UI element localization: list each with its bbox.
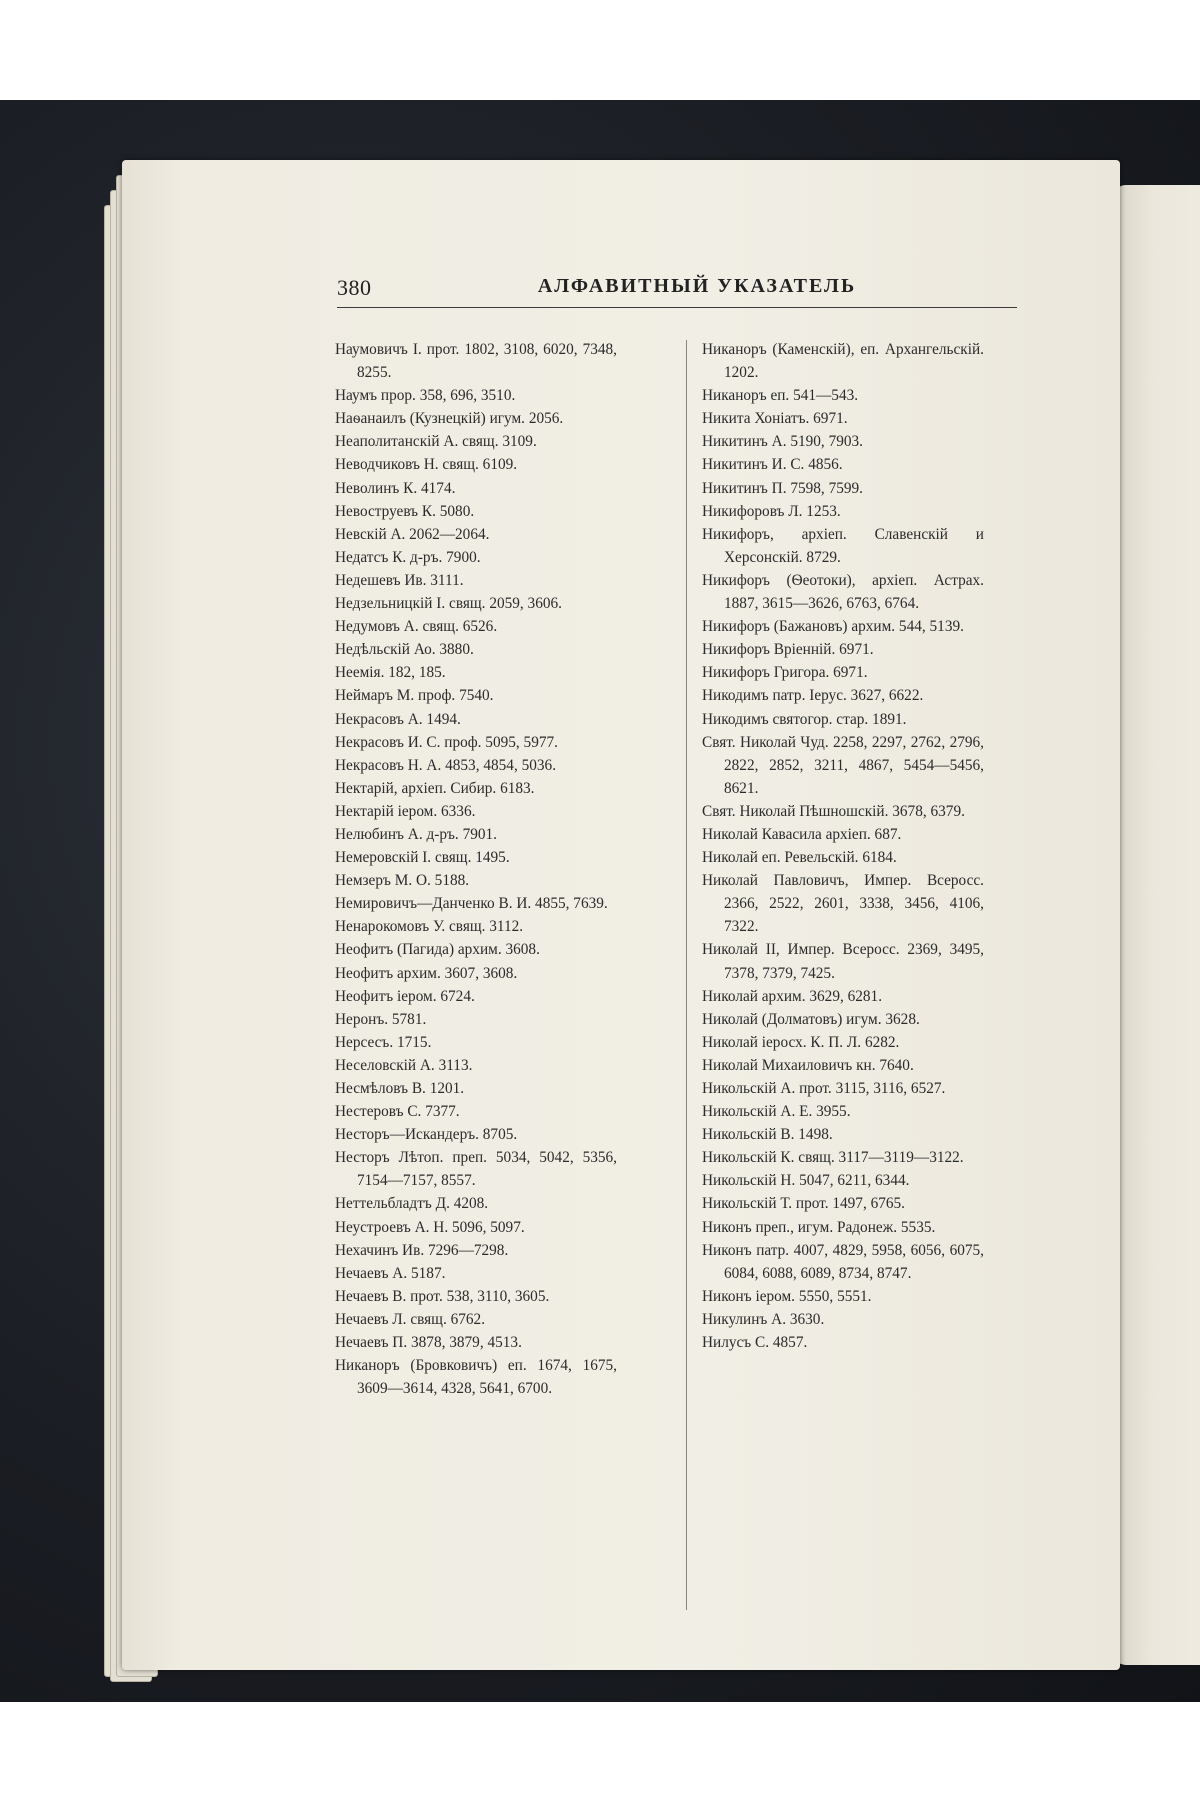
index-entry: Невскій А. 2062—2064. — [335, 525, 490, 543]
running-title: АЛФАВИТНЫЙ УКАЗАТЕЛЬ — [537, 275, 857, 297]
index-column-left — [335, 338, 617, 1400]
index-entry: Никитинъ П. 7598, 7599. — [702, 479, 863, 497]
index-entry: Неттельбладтъ Д. 4208. — [335, 1195, 489, 1213]
index-entry: Никаноръ (Каменскій), еп. Архангельскій. 1202. — [702, 341, 984, 382]
index-entry: Николай II, Импер. Всеросс. 2369, 3495, 7378, 7379, 7425. — [702, 941, 984, 982]
index-entry: Николай еп. Ревельскій. 6184. — [702, 849, 897, 867]
index-entry: Николай Павловичъ, Импер. Всеросс. 2366, 2522, 2601, 3338, 3456, 4106, 7322. — [702, 872, 984, 936]
index-entry: Несмѣловъ В. 1201. — [335, 1080, 465, 1097]
index-entry: Никонъ патр. 4007, 4829, 5958, 6056, 6075, 6084, 6088, 6089, 8734, 8747. — [702, 1241, 984, 1282]
index-column-right — [702, 338, 984, 1354]
index-entry: Неволинъ К. 4174. — [335, 479, 456, 497]
index-entry: Никифоръ (Ѳеотоки), архіеп. Астрах. 1887, 3615—3626, 6763, 6764. — [702, 571, 984, 613]
index-entry: Никольскій Т. прот. 1497, 6765. — [702, 1195, 906, 1213]
index-entry: Никитинъ И. С. 4856. — [702, 456, 843, 474]
index-entry: Нехачинъ Ив. 7296—7298. — [335, 1241, 509, 1259]
index-entry: Никольскій К. свящ. 3117—3119—3122. — [702, 1149, 964, 1167]
index-entry: Никифоръ Вріенній. 6971. — [702, 641, 874, 659]
page-header — [337, 275, 1017, 308]
facing-page-edge — [1112, 185, 1200, 1665]
index-entry: Наѳанаилъ (Кузнецкій) игум. 2056. — [335, 410, 564, 428]
index-entry: Нектарій, архіеп. Сибир. 6183. — [335, 779, 535, 797]
index-entry: Николай іеросх. К. П. Л. 6282. — [702, 1033, 900, 1051]
index-entry: Неаполитанскій А. свящ. 3109. — [335, 433, 537, 451]
index-entry: Недумовъ А. свящ. 6526. — [335, 618, 498, 636]
index-entry: Никольскій А. Е. 3955. — [702, 1103, 851, 1121]
index-entry: Ненарокомовъ У. свящ. 3112. — [335, 918, 524, 936]
bottom-margin — [0, 1702, 1200, 1800]
index-entry: Николай (Долматовъ) игум. 3628. — [702, 1010, 920, 1028]
index-entry: Нестеровъ С. 7377. — [335, 1103, 460, 1121]
index-entry: Никольскій В. 1498. — [702, 1126, 833, 1144]
index-entry: Недешевъ Ив. 3111. — [335, 571, 464, 589]
index-entry: Никифоръ Григора. 6971. — [702, 664, 868, 682]
index-entry: Никаноръ еп. 541—543. — [702, 387, 859, 405]
index-entry: Наумъ прор. 358, 696, 3510. — [335, 387, 516, 405]
index-entry: Некрасовъ Н. А. 4853, 4854, 5036. — [335, 756, 557, 774]
index-entry: Никонъ іером. 5550, 5551. — [702, 1287, 872, 1305]
index-entry: Неофитъ (Пагида) архим. 3608. — [335, 941, 540, 959]
index-entry: Свят. Николай Чуд. 2258, 2297, 2762, 2796, 2822, 2852, 3211, 4867, 5454—5456, 8621. — [702, 733, 984, 797]
index-entry: Никодимъ святогор. стар. 1891. — [702, 710, 907, 728]
index-entry: Николай Кавасила архіеп. 687. — [702, 825, 902, 843]
index-entry: Никита Хоніатъ. 6971. — [702, 410, 848, 428]
index-entry: Никольскій Н. 5047, 6211, 6344. — [702, 1172, 910, 1190]
index-entry: Никулинъ А. 3630. — [702, 1310, 825, 1328]
index-entry: Нерсесъ. 1715. — [335, 1033, 432, 1051]
index-entry: Никаноръ (Бровковичъ) еп. 1674, 1675, 3609—3614, 4328, 5641, 6700. — [335, 1357, 617, 1398]
index-entry: Несторъ—Искандеръ. 8705. — [335, 1126, 518, 1144]
index-entry: Некрасовъ И. С. проф. 5095, 5977. — [335, 733, 558, 751]
index-entry: Недѣльскій Ао. 3880. — [335, 641, 474, 659]
index-entry: Наумовичъ І. прот. 1802, 3108, 6020, 7348, 8255. — [335, 341, 617, 382]
index-entry: Неофитъ іером. 6724. — [335, 987, 475, 1005]
index-entry: Нилусъ С. 4857. — [702, 1334, 808, 1352]
index-entry: Никифоръ, архіеп. Славенскій и Херсонскій. 8729. — [702, 525, 984, 566]
index-entry: Неймаръ М. проф. 7540. — [335, 687, 494, 705]
index-entry: Неустроевъ А. Н. 5096, 5097. — [335, 1218, 525, 1236]
index-entry: Неофитъ архим. 3607, 3608. — [335, 964, 518, 982]
index-entry: Николай Михаиловичъ кн. 7640. — [702, 1056, 914, 1074]
index-entry: Нектарій іером. 6336. — [335, 802, 476, 820]
index-entry: Николай архим. 3629, 6281. — [702, 987, 883, 1005]
index-entry: Никодимъ патр. Іерус. 3627, 6622. — [702, 687, 924, 705]
index-entry: Свят. Николай Пѣшношскій. 3678, 6379. — [702, 802, 965, 820]
top-margin — [0, 0, 1200, 100]
index-entry: Нечаевъ П. 3878, 3879, 4513. — [335, 1334, 522, 1352]
page-number: 380 — [337, 275, 372, 300]
index-entry: Никитинъ А. 5190, 7903. — [702, 433, 863, 451]
index-entry: Никонъ преп., игум. Радонеж. 5535. — [702, 1218, 936, 1236]
index-entry: Нечаевъ А. 5187. — [335, 1264, 446, 1282]
index-entry: Нечаевъ В. прот. 538, 3110, 3605. — [335, 1287, 550, 1305]
index-entry: Неселовскій А. 3113. — [335, 1056, 473, 1074]
index-entry: Некрасовъ А. 1494. — [335, 710, 461, 728]
index-entry: Несторъ Лѣтоп. преп. 5034, 5042, 5356, 7154—7157, 8557. — [335, 1149, 617, 1190]
index-entry: Неронъ. 5781. — [335, 1010, 427, 1028]
index-entry: Недзельницкій І. свящ. 2059, 3606. — [335, 595, 562, 613]
index-entry: Невоструевъ К. 5080. — [335, 502, 475, 520]
index-entry: Никифоръ (Бажановъ) архим. 544, 5139. — [702, 618, 964, 636]
index-entry: Никольскій А. прот. 3115, 3116, 6527. — [702, 1080, 946, 1097]
index-entry: Неводчиковъ Н. свящ. 6109. — [335, 456, 518, 474]
index-entry: Недатсъ К. д-ръ. 7900. — [335, 548, 481, 566]
index-entry: Немзеръ М. О. 5188. — [335, 872, 470, 890]
index-entry: Немировичъ—Данченко В. И. 4855, 7639. — [335, 895, 608, 913]
index-entry: Нечаевъ Л. свящ. 6762. — [335, 1310, 486, 1328]
index-entry: Немеровскій І. свящ. 1495. — [335, 849, 510, 867]
book-page — [122, 160, 1120, 1670]
index-entry: Неемія. 182, 185. — [335, 664, 446, 682]
column-divider — [686, 340, 687, 1610]
index-entry: Никифоровъ Л. 1253. — [702, 502, 841, 520]
index-entry: Нелюбинъ А. д-ръ. 7901. — [335, 825, 497, 843]
